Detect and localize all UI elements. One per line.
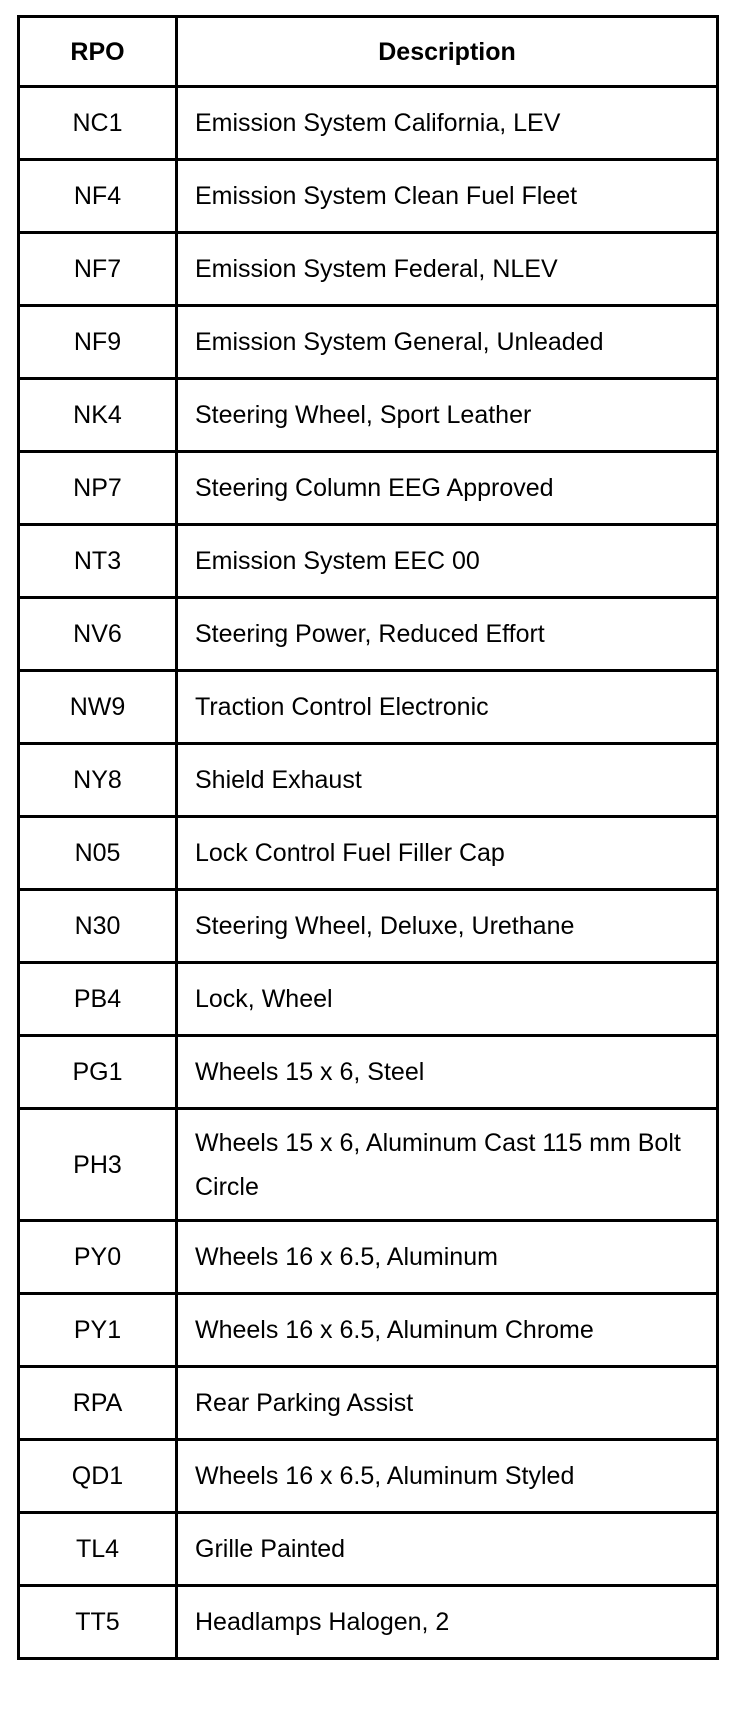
table-row [19,379,718,452]
rpo-code-cell: N05 [19,817,177,890]
description-cell: Wheels 16 x 6.5, Aluminum Styled [177,1440,718,1513]
rpo-code-cell: RPA [19,1367,177,1440]
rpo-code-cell: NW9 [19,671,177,744]
description-cell: Emission System California, LEV [177,87,718,160]
rpo-code-cell: N30 [19,890,177,963]
rpo-code-cell: QD1 [19,1440,177,1513]
header-description: Description [177,17,718,87]
rpo-code-cell: TL4 [19,1513,177,1586]
description-cell: Headlamps Halogen, 2 [177,1586,718,1659]
description-cell: Shield Exhaust [177,744,718,817]
table-row [19,890,718,963]
table-row [19,525,718,598]
rpo-code-cell: NC1 [19,87,177,160]
description-cell: Wheels 16 x 6.5, Aluminum Chrome [177,1294,718,1367]
table-row [19,598,718,671]
rpo-table [17,15,719,1660]
description-cell: Steering Wheel, Deluxe, Urethane [177,890,718,963]
table-row [19,452,718,525]
description-cell: Wheels 16 x 6.5, Aluminum [177,1221,718,1294]
table-row [19,87,718,160]
table-row [19,306,718,379]
description-cell: Steering Power, Reduced Effort [177,598,718,671]
rpo-code-cell: NV6 [19,598,177,671]
rpo-code-cell: PG1 [19,1036,177,1109]
description-cell: Traction Control Electronic [177,671,718,744]
description-cell: Steering Wheel, Sport Leather [177,379,718,452]
rpo-code-cell: PY0 [19,1221,177,1294]
description-cell: Emission System General, Unleaded [177,306,718,379]
rpo-code-cell: PH3 [19,1109,177,1221]
description-cell: Wheels 15 x 6, Aluminum Cast 115 mm Bolt Circle [177,1109,718,1221]
description-cell: Lock, Wheel [177,963,718,1036]
table-row [19,1221,718,1294]
table-row [19,963,718,1036]
description-cell: Wheels 15 x 6, Steel [177,1036,718,1109]
table-row [19,1513,718,1586]
description-cell: Emission System Federal, NLEV [177,233,718,306]
rpo-code-cell: TT5 [19,1586,177,1659]
table-row [19,1294,718,1367]
table-row [19,671,718,744]
rpo-code-cell: PY1 [19,1294,177,1367]
table-row [19,817,718,890]
rpo-code-cell: NF9 [19,306,177,379]
header-rpo: RPO [19,17,177,87]
table-row [19,160,718,233]
table-row [19,1367,718,1440]
description-cell: Grille Painted [177,1513,718,1586]
rpo-code-cell: NY8 [19,744,177,817]
rpo-code-cell: NF4 [19,160,177,233]
description-cell: Emission System Clean Fuel Fleet [177,160,718,233]
rpo-code-cell: NK4 [19,379,177,452]
description-cell: Rear Parking Assist [177,1367,718,1440]
table-row [19,1440,718,1513]
rpo-code-cell: NP7 [19,452,177,525]
table-row [19,1109,718,1221]
description-cell: Lock Control Fuel Filler Cap [177,817,718,890]
table-row [19,233,718,306]
rpo-code-cell: NT3 [19,525,177,598]
rpo-code-cell: PB4 [19,963,177,1036]
description-cell: Emission System EEC 00 [177,525,718,598]
table-row [19,1036,718,1109]
header-row [19,17,718,87]
description-cell: Steering Column EEG Approved [177,452,718,525]
table-row [19,744,718,817]
table-row [19,1586,718,1659]
rpo-code-cell: NF7 [19,233,177,306]
